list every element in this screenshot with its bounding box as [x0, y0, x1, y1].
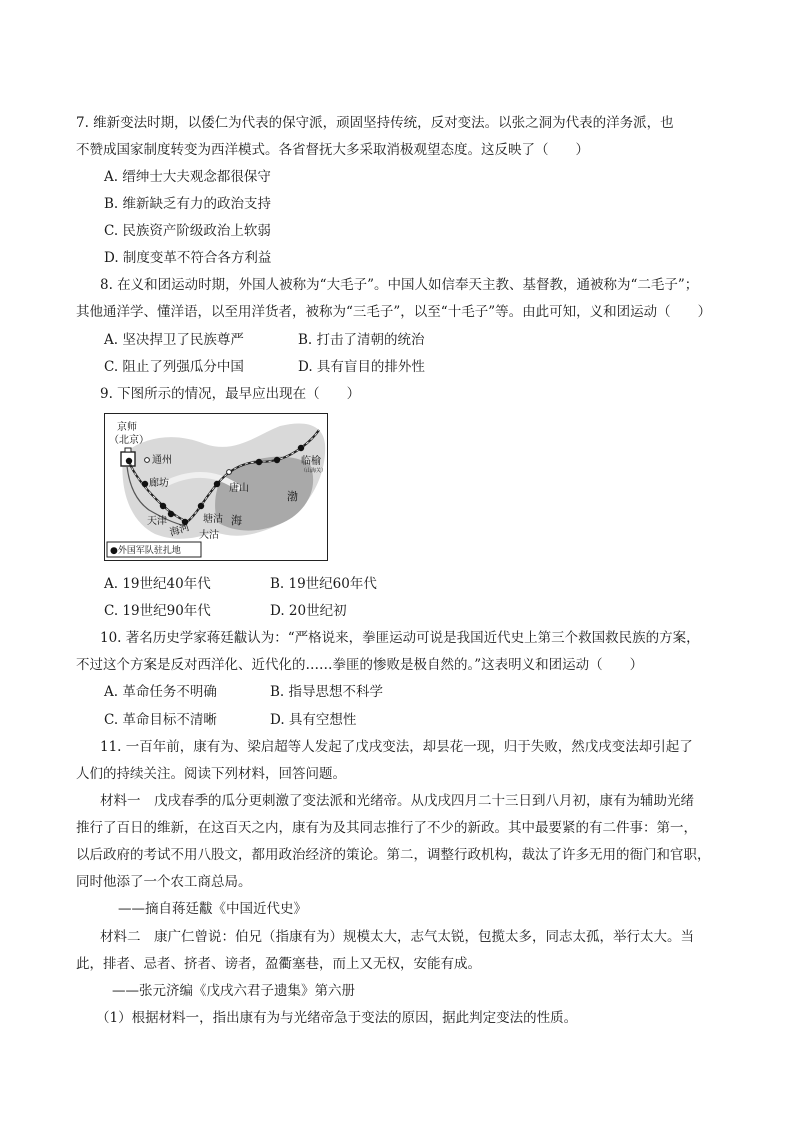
label-tanggu: 塘沽: [203, 514, 223, 525]
town-marker: [227, 470, 232, 475]
troop-dot: [298, 445, 304, 451]
q8-stem-line1: 8. 在义和团运动时期，外国人被称为“大毛子”。中国人如信奉天主教、基督教，通被称为“二毛子”；: [100, 277, 699, 293]
troop-dot: [126, 458, 132, 464]
q11-material2-line2: 此，排者、忌者、挤者、谤者，盈衢塞巷，而上又无权，安能有成。: [76, 956, 481, 972]
q9-option-d: D. 20世纪初: [270, 603, 347, 619]
label-jingshi: 京师: [117, 422, 137, 433]
label-dagu: 大沽: [199, 530, 219, 541]
q7-option-c: C. 民族资产阶级政治上软弱: [104, 223, 271, 239]
q7-stem-line1: 7. 维新变法时期，以倭仁为代表的保守派，顽固坚持传统，反对变法。以张之洞为代表的洋务派，也: [76, 115, 674, 131]
q11-stem-line2: 人们的持续关注。阅读下列材料，回答问题。: [76, 766, 346, 782]
label-tongzhou: 通州: [152, 455, 172, 466]
troop-dot: [198, 503, 204, 509]
q8-stem-line2: 其他通洋学、懂洋语，以至用洋货者，被称为“三毛子”，以至“十毛子”等。由此可知，义和团运动（ ）: [76, 304, 712, 320]
q11-material2-line1: 材料二 康广仁曾说：伯兄（指康有为）规模太大，志气太锐，包揽太多，同志太孤，举行太大。当: [100, 929, 694, 945]
label-beijing: （北京）: [109, 435, 149, 446]
label-shanhaiguan: （山海关）: [301, 468, 327, 474]
map-legend: ●外国军队驻扎地: [110, 546, 181, 556]
troop-dot: [142, 481, 148, 487]
q7-option-b: B. 维新缺乏有力的政治支持: [104, 196, 272, 212]
q11-material1-line3: 以后政府的考试不用八股文，都用政治经济的策论。第二，调整行政机构，裁汰了许多无用的衙门和官职，: [76, 847, 711, 863]
q10-option-d: D. 具有空想性: [270, 712, 357, 728]
q7-option-a: A. 缙绅士大夫观念都很保守: [104, 169, 271, 185]
label-langfang: 廊坊: [149, 478, 169, 489]
q11-material1-source: ——摘自蒋廷黻《中国近代史》: [118, 901, 307, 917]
q10-option-c: C. 革命目标不清晰: [104, 712, 217, 728]
q11-material1-line4: 同时他添了一个农工商总局。: [76, 874, 252, 890]
label-bohai-hai: 海: [231, 514, 242, 527]
troop-dot: [160, 503, 166, 509]
q8-option-c: C. 阻止了列强瓜分中国: [104, 359, 244, 375]
q9-stem: 9. 下图所示的情况，最早应出现在（ ）: [100, 386, 361, 402]
label-haihe: 海河: [168, 522, 191, 539]
q10-stem-line2: 不过这个方案是反对西洋化、近代化的……拳匪的惨败是极自然的。”这表明义和团运动（ ）: [76, 657, 644, 673]
label-linyu: 临榆: [301, 456, 321, 467]
troop-dot: [168, 511, 174, 517]
q11-subquestion-1: （1）根据材料一，指出康有为与光绪帝急于变法的原因，据此判定变法的性质。: [96, 1010, 578, 1026]
q10-stem-line1: 10. 著名历史学家蒋廷黻认为：“严格说来，拳匪运动可说是我国近代史上第三个救国救民族的方案，: [100, 630, 700, 646]
label-tangshan: 唐山: [229, 483, 249, 494]
label-tianjin: 天津: [147, 516, 167, 527]
label-bohai-bo: 渤: [287, 490, 298, 503]
q8-option-b: B. 打击了清朝的统治: [298, 332, 425, 348]
q11-material2-source: ——张元济编《戊戌六君子遗集》第六册: [112, 983, 355, 999]
q8-option-a: A. 坚决捍卫了民族尊严: [104, 332, 244, 348]
troop-dot: [214, 481, 220, 487]
q7-stem-line2: 不赞成国家制度转变为西洋模式。各省督抚大多采取消极观望态度。这反映了（ ）: [76, 142, 589, 158]
q11-material1-line1: 材料一 戊戌春季的瓜分更刺激了变法派和光绪帝。从戊戌四月二十三日到八月初，康有为辅助光绪: [100, 793, 694, 809]
troop-dot: [274, 457, 280, 463]
q9-map: [104, 413, 328, 561]
q11-stem-line1: 11. 一百年前，康有为、梁启超等人发起了戊戌变法，却昙花一现，归于失败，然戊戌变法却引起了: [100, 739, 693, 755]
q9-option-b: B. 19世纪60年代: [270, 576, 377, 592]
q10-option-b: B. 指导思想不科学: [270, 684, 384, 700]
q9-option-a: A. 19世纪40年代: [104, 576, 211, 592]
q11-material1-line2: 推行了百日的维新，在这百天之内，康有为及其同志推行了不少的新政。其中最要紧的有二件事：第一，: [76, 820, 697, 836]
q10-option-a: A. 革命任务不明确: [104, 684, 217, 700]
q7-option-d: D. 制度变革不符合各方利益: [104, 250, 272, 266]
q9-option-c: C. 19世纪90年代: [104, 603, 211, 619]
town-marker: [145, 458, 150, 463]
q8-option-d: D. 具有盲目的排外性: [298, 359, 425, 375]
troop-dot: [256, 459, 262, 465]
